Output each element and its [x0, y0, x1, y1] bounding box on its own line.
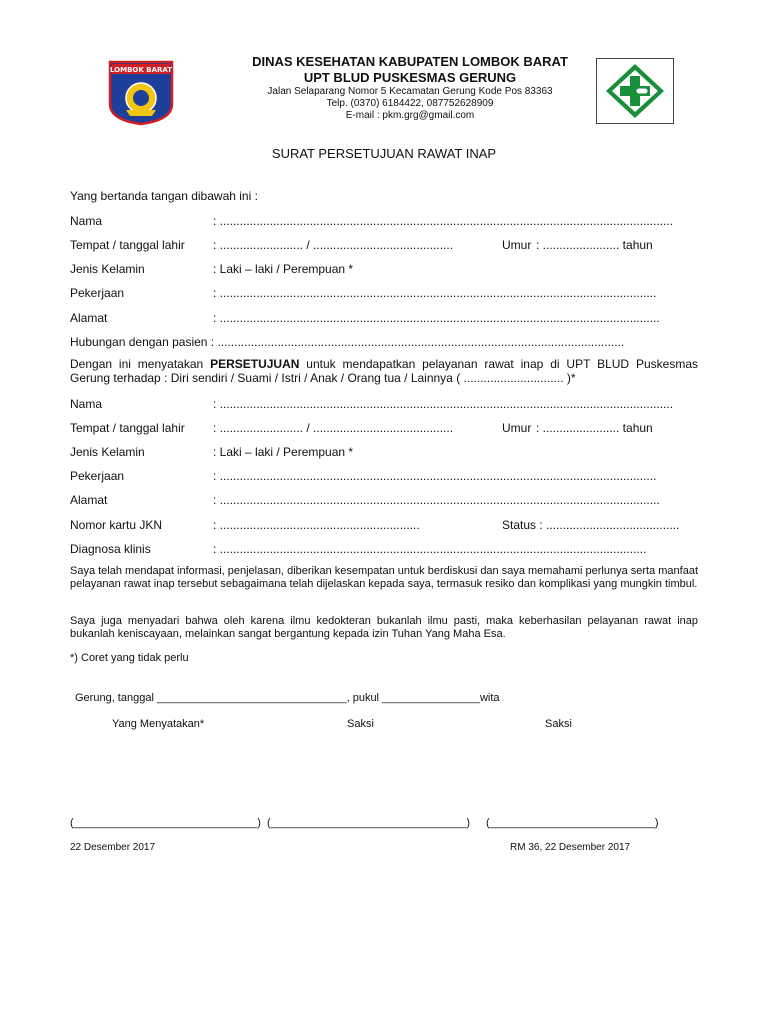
s1-ttl-field[interactable]: : ......................... / ..........................................: [213, 238, 454, 252]
s2-umur-label: Umur: [502, 421, 532, 435]
signature-label-declarant: Yang Menyatakan*: [112, 718, 205, 730]
intro-text: Yang bertanda tangan dibawah ini :: [70, 189, 258, 203]
s2-diagnosa-field[interactable]: : ................................................................................................................................: [213, 542, 647, 556]
statement-post: untuk mendapatkan pelayanan rawat inap di UPT BLUD Puskesmas Gerung terhadap : Diri sendiri / Suami / Istri / Anak / Orang tua / Lainnya ( .............................. )*: [70, 357, 698, 385]
s2-jkn-label: Nomor kartu JKN: [70, 518, 163, 532]
signature-label-witness-1: Saksi: [347, 718, 374, 730]
s2-pekerjaan-field[interactable]: : ...................................................................................................................................: [213, 469, 657, 483]
signature-blank-declarant[interactable]: (______________________________): [70, 817, 261, 829]
logo-left-text: LOMBOK BARAT: [109, 66, 173, 74]
puskesmas-logo: [596, 58, 674, 124]
signature-blank-witness-2[interactable]: (___________________________): [486, 817, 659, 829]
footer-form-code: RM 36, 22 Desember 2017: [510, 842, 631, 853]
s1-umur-label: Umur: [502, 238, 532, 252]
s2-status-field[interactable]: Status : ........................................: [502, 518, 680, 532]
s2-nama-label: Nama: [70, 397, 103, 411]
s1-pekerjaan-label: Pekerjaan: [70, 286, 125, 300]
s1-alamat-label: Alamat: [70, 311, 108, 325]
s1-jk-label: Jenis Kelamin: [70, 262, 145, 276]
s1-nama-label: Nama: [70, 214, 103, 228]
signature-blank-witness-1[interactable]: (________________________________): [267, 817, 471, 829]
statement-paragraph: [70, 357, 698, 385]
lombok-barat-logo: [108, 60, 174, 126]
s1-jk-field[interactable]: : Laki – laki / Perempuan *: [213, 262, 354, 276]
s2-alamat-field[interactable]: : ....................................................................................................................................: [213, 493, 660, 507]
s1-nama-field[interactable]: : ........................................................................................................................................: [213, 214, 674, 228]
s2-ttl-field[interactable]: : ......................... / ..........................................: [213, 421, 454, 435]
awareness-paragraph: Saya juga menyadari bahwa oleh karena ilmu kedokteran bukanlah ilmu pasti, maka keberhasilan pelayanan rawat inap bukanlah keniscayaan, melainkan sangat bergantung kepada izin Tuhan Yang Maha Esa.: [70, 615, 698, 640]
info-paragraph: Saya telah mendapat informasi, penjelasan, diberikan kesempatan untuk berdiskusi dan saya memahami perlunya serta manfaat pelayanan rawat inap tersebut sebagaimana telah dijelaskan kepada saya, termasuk resiko dan komplikasi yang mungkin timbul.: [70, 565, 698, 590]
agency-name: DINAS KESEHATAN KABUPATEN LOMBOK BARAT: [252, 54, 568, 69]
s2-jk-label: Jenis Kelamin: [70, 445, 145, 459]
signature-label-witness-2: Saksi: [545, 718, 572, 730]
facility-name: UPT BLUD PUSKESMAS GERUNG: [303, 70, 517, 85]
document-title: SURAT PERSETUJUAN RAWAT INAP: [271, 146, 497, 161]
facility-phone: Telp. (0370) 6184422, 087752628909: [326, 98, 494, 109]
facility-email: E-mail : pkm.grg@gmail.com: [345, 110, 475, 121]
s2-jk-field[interactable]: : Laki – laki / Perempuan *: [213, 445, 354, 459]
s2-umur-field[interactable]: : ....................... tahun: [536, 421, 653, 435]
s2-jkn-field[interactable]: : ............................................................: [213, 518, 420, 532]
s1-umur-field[interactable]: : ....................... tahun: [536, 238, 653, 252]
place-date-field[interactable]: Gerung, tanggal _______________________________, pukul ________________wita: [75, 692, 500, 704]
statement-pre: Dengan ini menyatakan: [70, 357, 211, 371]
s1-pekerjaan-field[interactable]: : ...................................................................................................................................: [213, 286, 657, 300]
footer-date: 22 Desember 2017: [70, 842, 156, 853]
note-text: *) Coret yang tidak perlu: [70, 652, 189, 664]
hubungan-field[interactable]: Hubungan dengan pasien : ..........................................................................................................................: [70, 335, 625, 349]
s1-alamat-field[interactable]: : ....................................................................................................................................: [213, 311, 660, 325]
s2-nama-field[interactable]: : ........................................................................................................................................: [213, 397, 674, 411]
statement-bold: PERSETUJUAN: [210, 357, 300, 371]
s2-alamat-label: Alamat: [70, 493, 108, 507]
s2-diagnosa-label: Diagnosa klinis: [70, 542, 151, 556]
s1-ttl-label: Tempat / tanggal lahir: [70, 238, 185, 252]
facility-address: Jalan Selaparang Nomor 5 Kecamatan Gerung Kode Pos 83363: [267, 86, 553, 97]
s2-pekerjaan-label: Pekerjaan: [70, 469, 125, 483]
s2-ttl-label: Tempat / tanggal lahir: [70, 421, 185, 435]
